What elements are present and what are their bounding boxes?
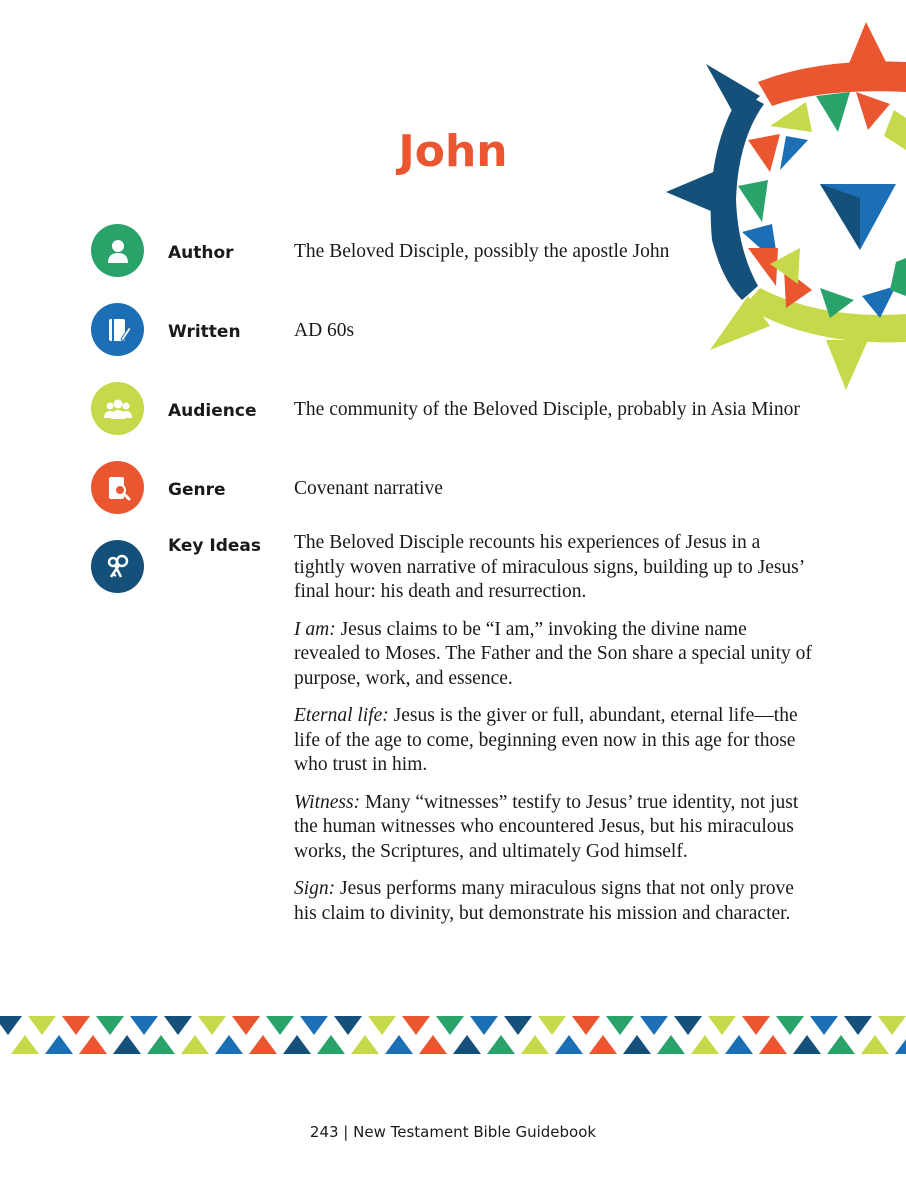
- key-idea-item: [294, 791, 814, 865]
- triangle-mark: [62, 1016, 90, 1035]
- triangle-mark: [28, 1016, 56, 1035]
- triangle-mark: [776, 1016, 804, 1035]
- triangle-mark: [623, 1035, 651, 1054]
- triangle-mark: [487, 1035, 515, 1054]
- row-label: Author: [168, 243, 234, 263]
- key-ideas-text: [294, 531, 814, 939]
- triangle-mark: [232, 1016, 260, 1035]
- triangle-mark: [0, 1016, 22, 1035]
- key-idea-item: [294, 877, 814, 926]
- triangle-mark: [793, 1035, 821, 1054]
- triangle-mark: [385, 1035, 413, 1054]
- triangle-mark: [249, 1035, 277, 1054]
- triangle-mark: [96, 1016, 124, 1035]
- triangle-mark: [691, 1035, 719, 1054]
- row-value: The Beloved Disciple, possibly the apostle John: [294, 241, 670, 262]
- key-idea-term: Sign:: [294, 878, 336, 899]
- book-magnifier-icon: [91, 461, 144, 514]
- key-idea-text: Jesus performs many miraculous signs that not only prove his claim to divinity, but demonstrate his mission and character.: [294, 878, 794, 924]
- triangle-mark: [810, 1016, 838, 1035]
- triangle-mark: [45, 1035, 73, 1054]
- row-value: AD 60s: [294, 320, 355, 341]
- triangle-mark: [555, 1035, 583, 1054]
- triangle-mark: [453, 1035, 481, 1054]
- triangle-mark: [419, 1035, 447, 1054]
- key-idea-term: I am:: [294, 618, 336, 640]
- people-group-icon: [91, 382, 144, 435]
- triangle-mark: [572, 1016, 600, 1035]
- triangle-mark: [215, 1035, 243, 1054]
- triangle-mark: [861, 1035, 889, 1054]
- triangle-mark: [11, 1035, 39, 1054]
- triangle-mark: [436, 1016, 464, 1035]
- row-label: Key Ideas: [168, 536, 262, 556]
- book-pen-icon: [91, 303, 144, 356]
- triangle-mark: [878, 1016, 906, 1035]
- key-idea-term: Witness:: [294, 791, 361, 813]
- key-idea-text: Jesus is the giver or full, abundant, eternal life—the life of the age to come, beginning even now in this age for those who trust in him.: [294, 705, 798, 775]
- row-label: Written: [168, 322, 241, 342]
- row-value: Covenant narrative: [294, 478, 443, 499]
- triangle-mark: [504, 1016, 532, 1035]
- triangle-mark: [283, 1035, 311, 1054]
- key-idea-item: [294, 704, 814, 778]
- triangle-mark: [674, 1016, 702, 1035]
- key-idea-text: Jesus claims to be “I am,” invoking the divine name revealed to Moses. The Father and the Son share a special unity of purpose, work, and essence.: [294, 618, 812, 689]
- keys-icon: [91, 540, 144, 593]
- triangle-mark: [164, 1016, 192, 1035]
- page-footer: 243 | New Testament Bible Guidebook: [309, 1123, 597, 1141]
- triangle-mark: [589, 1035, 617, 1054]
- triangle-mark: [130, 1016, 158, 1035]
- person-icon: [91, 224, 144, 277]
- triangle-mark: [640, 1016, 668, 1035]
- row-label: Audience: [168, 401, 257, 421]
- triangle-mark: [181, 1035, 209, 1054]
- triangle-mark: [79, 1035, 107, 1054]
- triangle-mark: [402, 1016, 430, 1035]
- key-idea-term: Eternal life:: [294, 705, 389, 726]
- triangle-mark: [351, 1035, 379, 1054]
- page-title: John: [398, 126, 508, 177]
- triangle-mark: [742, 1016, 770, 1035]
- triangle-mark: [521, 1035, 549, 1054]
- triangle-mark: [606, 1016, 634, 1035]
- triangle-mark: [368, 1016, 396, 1035]
- triangle-mark: [113, 1035, 141, 1054]
- triangle-mark: [317, 1035, 345, 1054]
- triangle-mark: [827, 1035, 855, 1054]
- key-ideas-intro: The Beloved Disciple recounts his experiences of Jesus in a tightly woven narrative of miraculous signs, building up to Jesus’ final hour: his death and resurrection.: [294, 532, 804, 602]
- triangle-mark: [266, 1016, 294, 1035]
- triangle-mark: [657, 1035, 685, 1054]
- triangle-mark: [538, 1016, 566, 1035]
- triangle-mark: [147, 1035, 175, 1054]
- key-idea-item: [294, 618, 814, 692]
- triangle-mark: [759, 1035, 787, 1054]
- triangle-mark: [198, 1016, 226, 1035]
- triangle-mark: [895, 1035, 906, 1054]
- key-idea-text: Many “witnesses” testify to Jesus’ true identity, not just the human witnesses who encountered Jesus, but his miraculous works, the Scriptures, and ultimately God himself.: [294, 791, 799, 862]
- row-value: The community of the Beloved Disciple, probably in Asia Minor: [294, 399, 800, 420]
- triangle-mark: [334, 1016, 362, 1035]
- triangle-mark: [300, 1016, 328, 1035]
- triangle-pattern-decoration: [0, 1016, 906, 1054]
- triangle-mark: [470, 1016, 498, 1035]
- triangle-mark: [844, 1016, 872, 1035]
- row-label: Genre: [168, 480, 226, 500]
- triangle-mark: [725, 1035, 753, 1054]
- triangle-mark: [708, 1016, 736, 1035]
